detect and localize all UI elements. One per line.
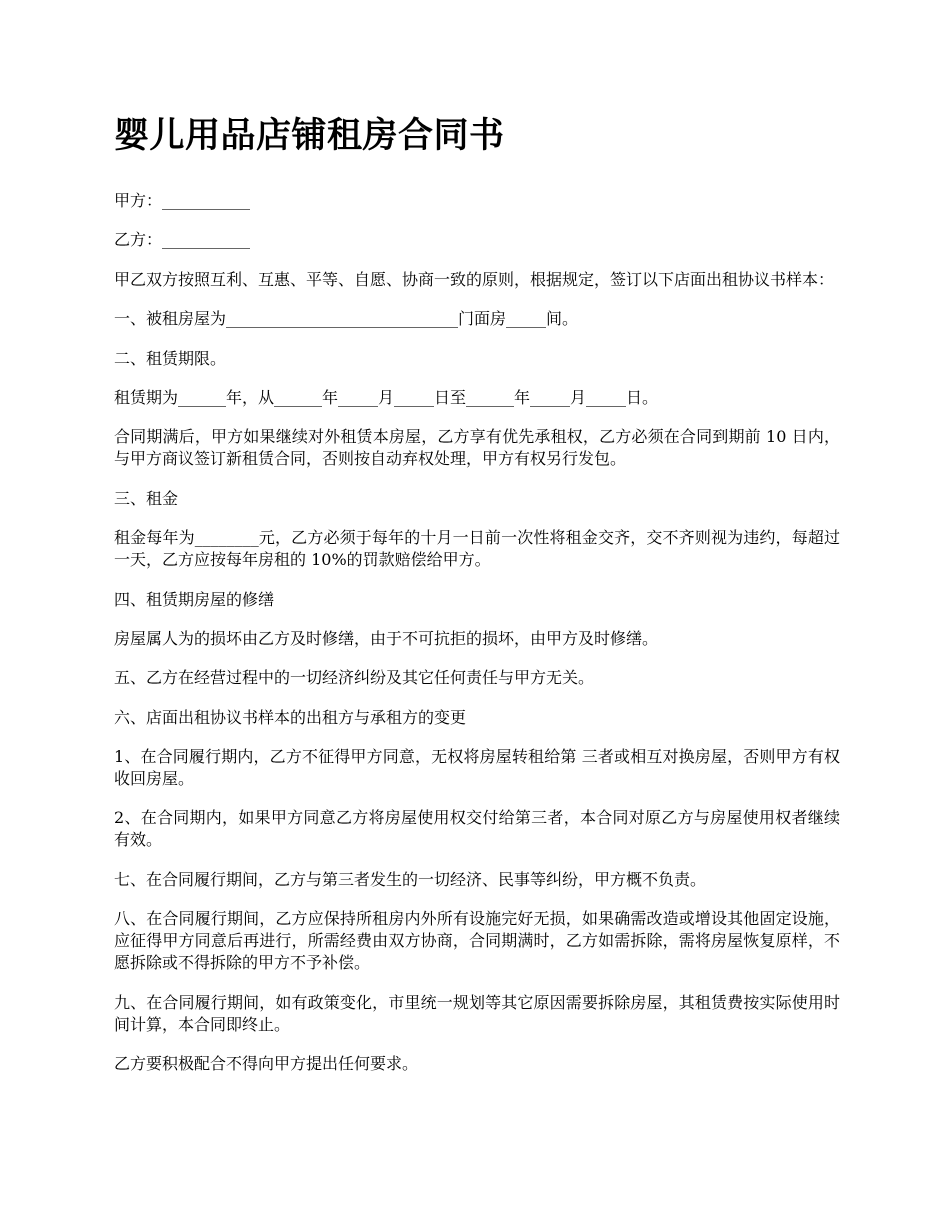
clause-2-heading: 二、租赁期限。 bbox=[114, 348, 227, 368]
clause-6-item-1: 1、在合同履行期内，乙方不征得甲方同意，无权将房屋转租给第 三者或相互对换房屋，否则甲方有权收回房屋。 bbox=[114, 747, 840, 789]
renewal-paragraph: 合同期满后，甲方如果继续对外租赁本房屋，乙方享有优先承租权，乙方必须在合同到期前 10 日内，与甲方商议签订新租赁合同，否则按自动弃权处理，甲方有权另行发包。 bbox=[114, 427, 840, 469]
clause-1: 一、被租房屋为_____________________________门面房_____间。 bbox=[114, 309, 579, 329]
clause-5: 五、乙方在经营过程中的一切经济纠纷及其它任何责任与甲方无关。 bbox=[114, 668, 595, 688]
clause-9: 九、在合同履行期间，如有政策变化，市里统一规划等其它原因需要拆除房屋，其租赁费按实际使用时间计算，本合同即终止。 bbox=[114, 992, 840, 1034]
clause-6-item-2: 2、在合同期内，如果甲方同意乙方将房屋使用权交付给第三者，本合同对原乙方与房屋使用权者继续有效。 bbox=[114, 808, 840, 850]
clause-6-heading: 六、店面出租协议书样本的出租方与承租方的变更 bbox=[114, 707, 467, 727]
party-b-line: 乙方：___________ bbox=[114, 230, 251, 250]
clause-7: 七、在合同履行期间，乙方与第三者发生的一切经济、民事等纠纷，甲方概不负责。 bbox=[114, 869, 707, 889]
party-a-line: 甲方：___________ bbox=[114, 191, 251, 210]
rent-paragraph: 租金每年为________元，乙方必须于每年的十月一日前一次性将租金交齐，交不齐则视为违约，每超过一天，乙方应按每年房租的 10%的罚款赔偿给甲方。 bbox=[114, 528, 840, 570]
closing-paragraph: 乙方要积极配合不得向甲方提出任何要求。 bbox=[114, 1054, 419, 1074]
document-title: 婴儿用品店铺租房合同书 bbox=[114, 116, 505, 156]
repair-paragraph: 房屋属人为的损坏由乙方及时修缮，由于不可抗拒的损坏，由甲方及时修缮。 bbox=[114, 628, 659, 648]
preamble-paragraph: 甲乙双方按照互利、互惠、平等、自愿、协商一致的原则，根据规定，签订以下店面出租协议书样本： bbox=[114, 269, 835, 289]
clause-3-heading: 三、租金 bbox=[114, 488, 179, 508]
lease-term-paragraph: 租赁期为______年，从______年_____月_____日至______年_____月_____日。 bbox=[114, 387, 659, 407]
document-page bbox=[114, 112, 840, 1092]
clause-8: 八、在合同履行期间，乙方应保持所租房内外所有设施完好无损，如果确需改造或增设其他固定设施，应征得甲方同意后再进行，所需经费由双方协商，合同期满时，乙方如需拆除，需将房屋恢复原样，不愿拆除或不得拆除的甲方不予补偿。 bbox=[114, 909, 840, 973]
clause-4-heading: 四、租赁期房屋的修缮 bbox=[114, 589, 275, 609]
document-body bbox=[114, 190, 840, 1075]
